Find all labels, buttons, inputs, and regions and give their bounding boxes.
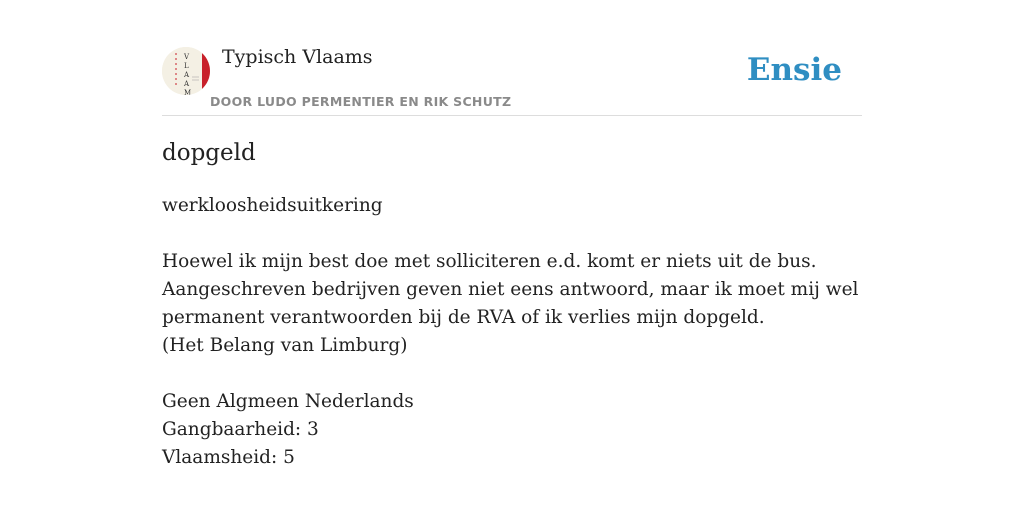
paragraph-gap	[162, 360, 862, 388]
book-cover-icon[interactable]	[162, 47, 210, 95]
svg-text:A: A	[184, 71, 190, 79]
svg-text:L: L	[184, 62, 189, 70]
dictionary-title[interactable]: Typisch Vlaams	[222, 46, 373, 68]
example-line: Aangeschreven bedrijven geven niet eens antwoord, maar ik moet mij wel	[162, 279, 859, 300]
svg-text:A: A	[184, 80, 190, 88]
entry-definition: werkloosheidsuitkering	[162, 195, 383, 216]
dictionary-authors: DOOR LUDO PERMENTIER EN RIK SCHUTZ	[210, 94, 512, 109]
vlaamsheid-score: Vlaamsheid: 5	[162, 447, 295, 468]
example-source: (Het Belang van Limburg)	[162, 335, 408, 356]
example-line: Hoewel ik mijn best doe met solliciteren e.d. komt er niets uit de bus.	[162, 251, 817, 272]
paragraph-gap	[162, 220, 862, 248]
status-label: Geen Algmeen Nederlands	[162, 391, 414, 412]
gangbaarheid-score: Gangbaarheid: 3	[162, 419, 319, 440]
dictionary-header	[162, 0, 862, 116]
svg-text:M: M	[184, 89, 192, 95]
ensie-logo-link[interactable]: Ensie	[746, 52, 842, 88]
svg-text:V: V	[184, 53, 190, 61]
entry-card	[162, 0, 862, 512]
example-line: permanent verantwoorden bij de RVA of ik verlies mijn dopgeld.	[162, 307, 765, 328]
entry-term: dopgeld	[162, 140, 256, 166]
entry-body	[162, 192, 862, 472]
